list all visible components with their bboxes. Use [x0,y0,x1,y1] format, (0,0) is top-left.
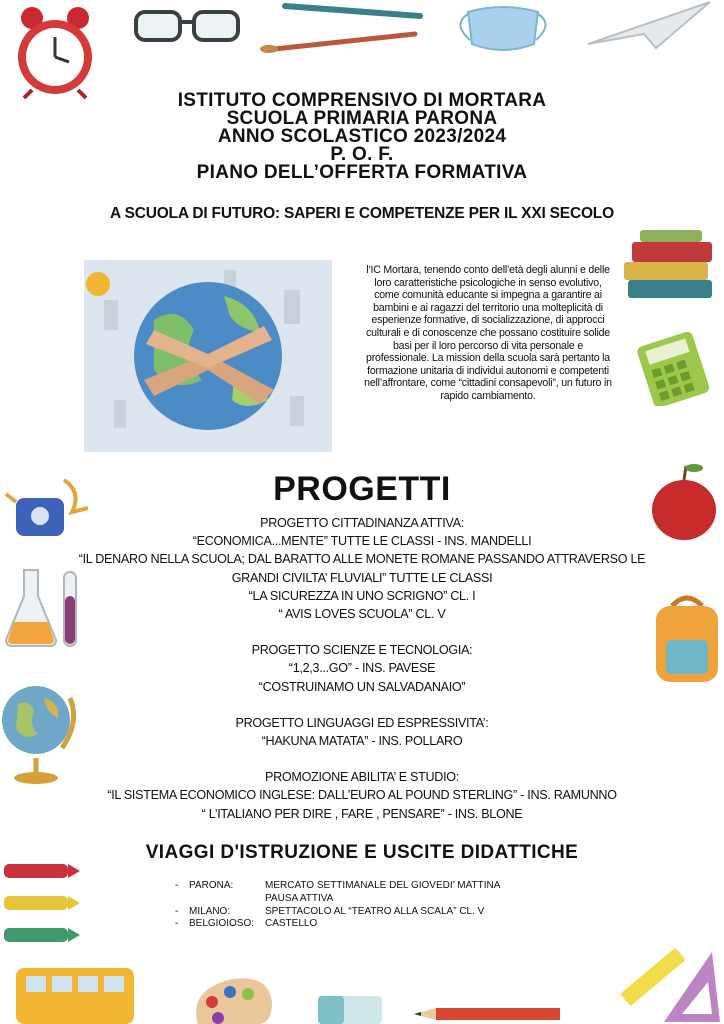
project-item: “1,2,3...GO” - INS. PAVESE [288,661,436,676]
trip-row [175,893,500,906]
crayons-icon [0,858,82,950]
pencil-icon [412,1004,562,1024]
glasses-icon [133,6,241,46]
project-item: “IL DENARO NELLA SCUOLA; DAL BARATTO ALLE MONETE ROMANE PASSANDO ATTRAVERSO LE [78,552,646,567]
set-square-icon [660,948,724,1024]
trip-activity: SPETTACOLO AL “TEATRO ALLA SCALA” CL. V [265,905,485,917]
trip-activity: CASTELLO [265,918,318,930]
project-item: “HAKUNA MATATA” - INS. POLLARO [261,734,463,749]
paintbrush-icon [255,0,425,56]
school-year: ANNO SCOLASTICO 2023/2024 [217,126,507,147]
trip-place: PARONA: [189,880,234,891]
trip-bullet: - [175,880,179,891]
trip-bullet: - [175,918,179,930]
school-branch: SCUOLA PRIMARIA PARONA [226,108,498,129]
project-item: “ L’ITALIANO PER DIRE , FARE , PENSARE” - INS. BLONE [201,806,523,821]
trip-place: MILANO: [189,905,231,917]
project-item: “COSTRUINAMO UN SALVADANAIO” [258,679,466,694]
trip-activity: MERCATO SETTIMANALE DEL GIOVEDI’ MATTINA [265,880,501,891]
trips-list [175,880,500,931]
project-item: “ AVIS LOVES SCUOLA” CL. V [278,607,446,622]
face-mask-icon [448,0,558,60]
projects-title: PROGETTI [273,470,451,508]
page-header [0,92,724,182]
trip-place: BELGIOIOSO: [189,918,255,930]
trip-bullet [175,893,189,906]
pof-acronym: P. O. F. [330,144,394,165]
project-group-title: PROGETTO LINGUAGGI ED ESPRESSIVITA’: [235,715,489,730]
project-group-title: PROGETTO CITTADINANZA ATTIVA: [260,516,464,530]
school-name: ISTITUTO COMPRENSIVO DI MORTARA [177,90,547,111]
calculator-icon [630,332,714,406]
trip-row [175,906,500,919]
project-item: GRANDI CIVILTA’ FLUVIALI” TUTTE LE CLASSI [231,570,493,585]
trip-bullet: - [175,905,179,917]
project-item: “ECONOMICA...MENTE” TUTTE LE CLASSI - INS. MANDELLI [192,534,532,549]
palette-icon [188,972,274,1024]
pof-title: PIANO DELL’OFFERTA FORMATIVA [196,162,528,183]
intro-paragraph: l’IC Mortara, tenendo conto dell’età degli alunni e delle loro caratteristiche psicologiche in senso evolutivo, come comunità educante si impegna a garantire ai bambini e ai ragazzi del territorio una molteplicità di esperienze formative, di socializzazione, di approcci culturali e di conoscenze che possano costituire solide basi per il loro percorso di vita personale e professionale. La mission della scuola sarà pertanto la formazione unitaria di individui autonomi e competenti nell’affrontare, come “cittadini consapevoli”, un futuro in rapido cambiamento. [364,264,612,402]
eraser-icon [314,992,386,1024]
trip-activity: PAUSA ATTIVA [265,892,334,904]
school-bus-icon [12,962,138,1024]
project-item: “IL SISTEMA ECONOMICO INGLESE: DALL’EURO AL POUND STERLING” - INS. RAMUNNO [107,788,617,803]
alarm-clock-icon [14,2,98,100]
project-item: “LA SICUREZZA IN UNO SCRIGNO” CL. I [248,588,476,603]
projects-list [0,514,724,823]
project-group [0,641,724,696]
hands-around-globe-illustration [84,260,332,452]
project-group-title: PROMOZIONE ABILITA’ E STUDIO: [265,770,459,785]
books-icon [620,228,716,308]
project-group [0,768,724,823]
trip-row [175,918,500,931]
trip-row [175,880,500,893]
page-subtitle: A SCUOLA DI FUTURO: SAPERI E COMPETENZE PER IL XXI SECOLO [110,205,614,222]
project-group [0,714,724,750]
project-group [0,514,724,623]
trips-title: VIAGGI D'ISTRUZIONE E USCITE DIDATTICHE [145,842,579,863]
project-group-title: PROGETTO SCIENZE E TECNOLOGIA: [251,643,473,658]
paper-plane-icon [586,0,714,50]
trip-place [189,893,265,906]
